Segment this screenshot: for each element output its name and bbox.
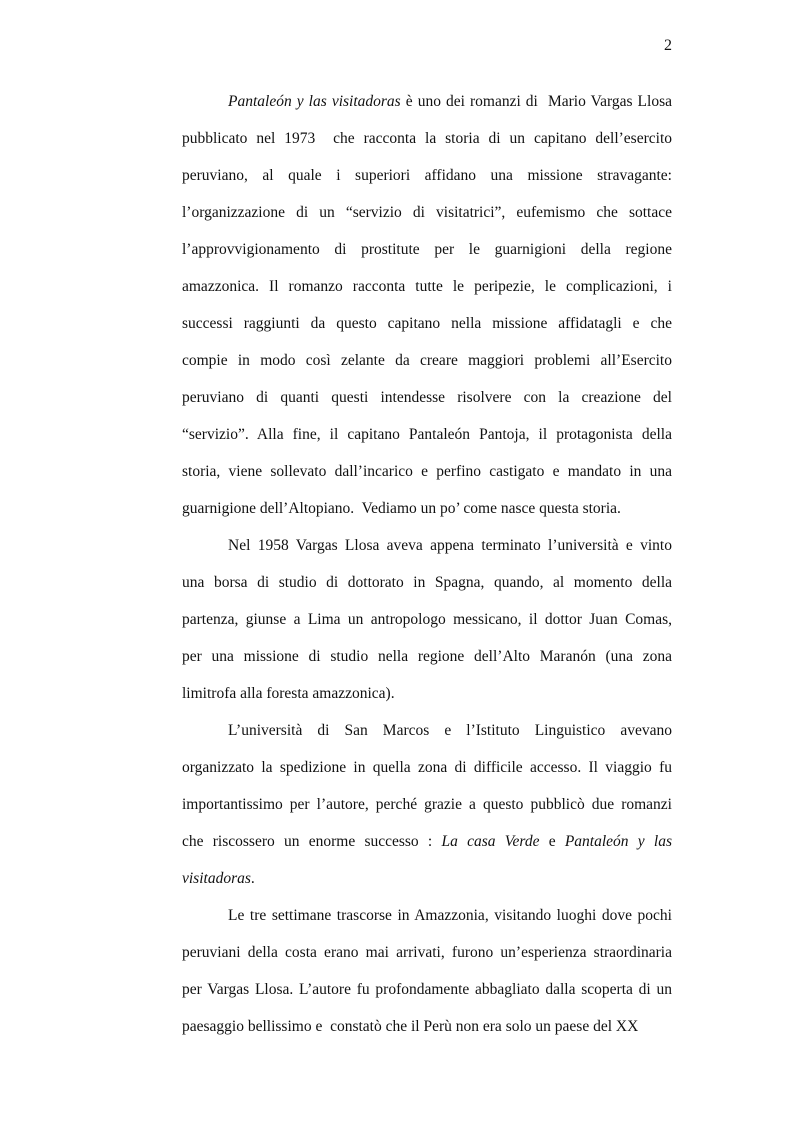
paragraph: [182, 532, 672, 717]
line-text: compie in modo così zelante da creare maggiori problemi all’Esercito: [182, 352, 672, 369]
body-text: [182, 88, 672, 1050]
paragraph: [182, 902, 672, 1050]
italic-title-text: Pantaleón y las: [564, 833, 672, 850]
text-line: [182, 976, 672, 1013]
text-line: [182, 384, 672, 421]
text-line: [182, 273, 672, 310]
text-line: [182, 236, 672, 273]
text-line: [182, 495, 672, 532]
page-number: 2: [664, 37, 672, 54]
line-text: organizzato la spedizione in quella zona di difficile accesso. Il viaggio fu: [182, 759, 672, 776]
line-text: è uno dei romanzi di Mario Vargas Llosa: [400, 93, 672, 110]
text-line: [182, 939, 672, 976]
text-line: [182, 865, 672, 902]
line-text: peruviano di quanti questi intendesse risolvere con la creazione del: [182, 389, 672, 406]
text-line: [182, 791, 672, 828]
line-text: per Vargas Llosa. L’autore fu profondamente abbagliato dalla scoperta di un: [182, 981, 672, 998]
line-text: l’approvvigionamento di prostitute per le guarnigioni della regione: [182, 241, 672, 258]
text-line: [182, 347, 672, 384]
italic-title-text: visitadoras: [182, 870, 251, 887]
text-line: [182, 532, 672, 569]
text-line: [182, 902, 672, 939]
text-line: [182, 125, 672, 162]
line-text: l’organizzazione di un “servizio di visitatrici”, eufemismo che sottace: [182, 204, 672, 221]
text-line: [182, 199, 672, 236]
line-text: una borsa di studio di dottorato in Spagna, quando, al momento della: [182, 574, 672, 591]
italic-title-text: La casa Verde: [441, 833, 540, 850]
text-line: [182, 717, 672, 754]
text-line: [182, 162, 672, 199]
text-line: [182, 606, 672, 643]
line-text: e: [539, 833, 565, 850]
text-line: [182, 754, 672, 791]
text-line: [182, 421, 672, 458]
line-text: “servizio”. Alla fine, il capitano Pantaleón Pantoja, il protagonista della: [182, 426, 672, 443]
text-line: [182, 680, 672, 717]
text-line: [182, 310, 672, 347]
line-text: peruviani della costa erano mai arrivati, furono un’esperienza straordinaria: [182, 944, 672, 961]
line-text: .: [250, 870, 255, 887]
line-text: limitrofa alla foresta amazzonica).: [182, 685, 395, 702]
line-text: storia, viene sollevato dall’incarico e perfino castigato e mandato in una: [182, 463, 672, 480]
line-text: peruviano, al quale i superiori affidano una missione stravagante:: [182, 167, 672, 184]
line-text: Nel 1958 Vargas Llosa aveva appena terminato l’università e vinto: [228, 537, 672, 554]
line-text: successi raggiunti da questo capitano nella missione affidatagli e che: [182, 315, 672, 332]
line-text: L’università di San Marcos e l’Istituto Linguistico avevano: [228, 722, 672, 739]
line-text: per una missione di studio nella regione dell’Alto Maranón (una zona: [182, 648, 672, 665]
text-line: [182, 458, 672, 495]
text-line: [182, 88, 672, 125]
line-text: Le tre settimane trascorse in Amazzonia, visitando luoghi dove pochi: [228, 907, 672, 924]
line-text: paesaggio bellissimo e constatò che il Perù non era solo un paese del XX: [182, 1018, 639, 1035]
text-line: [182, 828, 672, 865]
italic-title-text: Pantaleón y las visitadoras: [228, 93, 401, 110]
line-text: guarnigione dell’Altopiano. Vediamo un po’ come nasce questa storia.: [182, 500, 621, 517]
line-text: importantissimo per l’autore, perché grazie a questo pubblicò due romanzi: [182, 796, 672, 813]
text-line: [182, 1013, 672, 1050]
paragraph: [182, 717, 672, 902]
line-text: partenza, giunse a Lima un antropologo messicano, il dottor Juan Comas,: [182, 611, 672, 628]
line-text: amazzonica. Il romanzo racconta tutte le peripezie, le complicazioni, i: [182, 278, 672, 295]
line-text: pubblicato nel 1973 che racconta la storia di un capitano dell’esercito: [182, 130, 672, 147]
text-line: [182, 643, 672, 680]
paragraph: [182, 88, 672, 532]
text-line: [182, 569, 672, 606]
line-text: che riscossero un enorme successo :: [182, 833, 442, 850]
